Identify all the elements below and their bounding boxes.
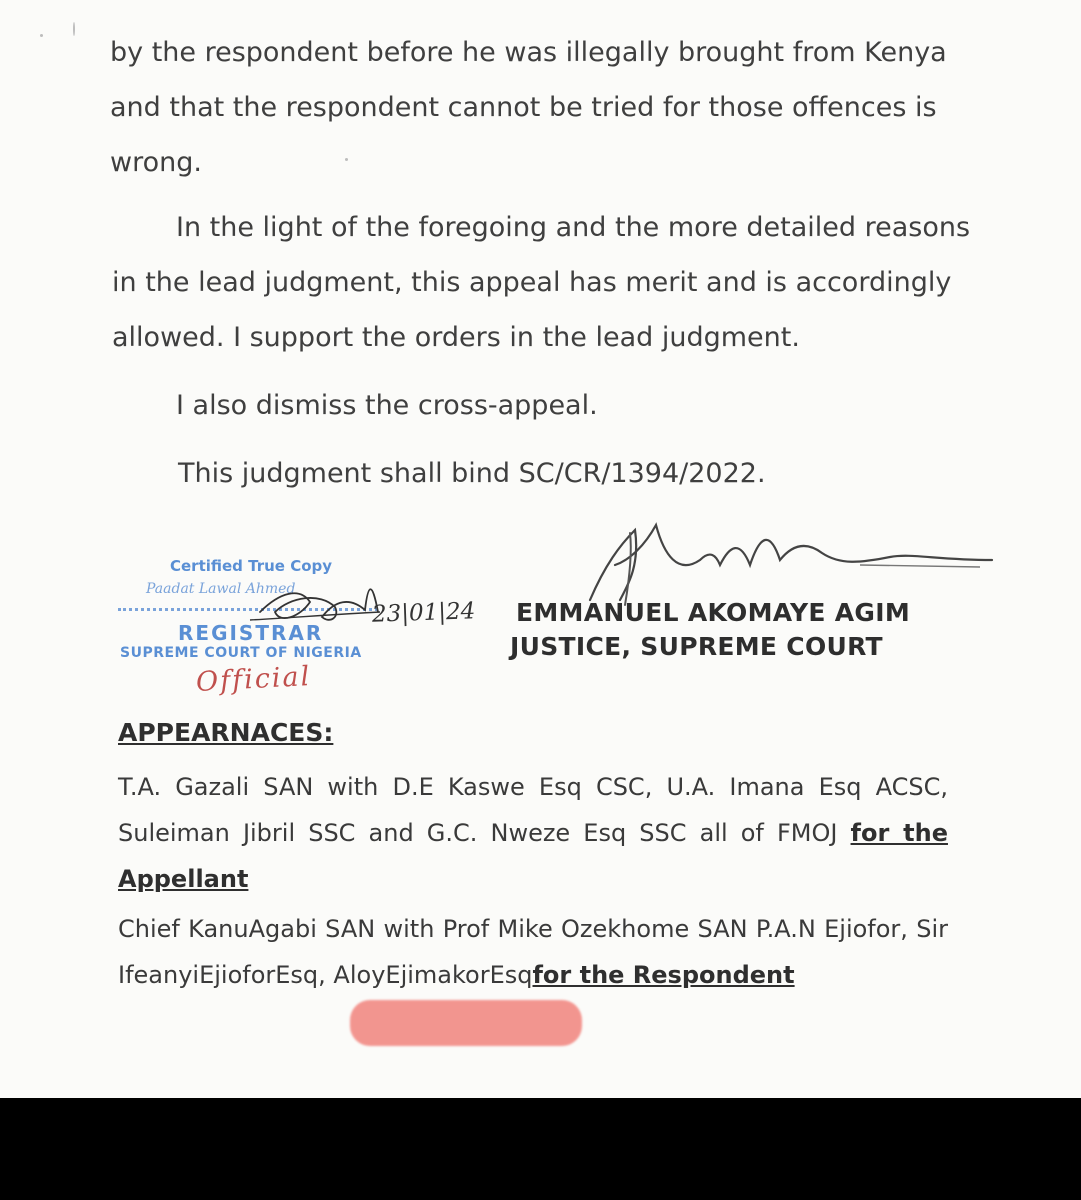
paragraph-1 bbox=[110, 25, 947, 190]
for-the-appellant-label: for the bbox=[850, 819, 948, 847]
paragraph-line: in the lead judgment, this appeal has merit and is accordingly bbox=[112, 267, 952, 298]
appearance-line bbox=[118, 952, 948, 998]
paragraph-line: allowed. I support the orders in the lead judgment. bbox=[112, 322, 800, 353]
appearances-heading: APPEARNACES: bbox=[118, 718, 334, 747]
appearance-line bbox=[118, 856, 948, 902]
appearances-respondent bbox=[118, 906, 948, 998]
paragraph-2 bbox=[112, 200, 971, 365]
stamp-certified: Certified True Copy bbox=[170, 557, 333, 575]
stamp-registrar: REGISTRAR bbox=[178, 621, 324, 645]
appearance-line-text: Suleiman Jibril SSC and G.C. Nweze Esq SSC all of FMOJ bbox=[118, 819, 838, 847]
stamp-registrar-name: Paadat Lawal Ahmed bbox=[146, 581, 296, 597]
for-the-respondent-label: for the Respondent bbox=[532, 961, 795, 989]
justice-name: EMMANUEL AKOMAYE AGIM bbox=[516, 598, 911, 627]
paragraph-line: and that the respondent cannot be tried for those offences is bbox=[110, 92, 937, 123]
appearance-line: T.A. Gazali SAN with D.E Kaswe Esq CSC, U.A. Imana Esq ACSC, bbox=[118, 773, 948, 801]
paragraph-line: wrong. bbox=[110, 147, 202, 178]
paragraph-line: by the respondent before he was illegally brought from Kenya bbox=[110, 37, 947, 68]
signature-date: 23|01|24 bbox=[371, 598, 476, 628]
justice-title: JUSTICE, SUPREME COURT bbox=[510, 632, 883, 661]
appearance-line: Chief KanuAgabi SAN with Prof Mike Ozekhome SAN P.A.N Ejiofor, Sir bbox=[118, 915, 948, 943]
paragraph-4: This judgment shall bind SC/CR/1394/2022. bbox=[178, 458, 766, 489]
appearance-line bbox=[118, 810, 948, 856]
stamp-court: SUPREME COURT OF NIGERIA bbox=[120, 645, 362, 661]
handwritten-official: Official bbox=[195, 661, 312, 698]
paragraph-3: I also dismiss the cross-appeal. bbox=[176, 390, 598, 421]
paragraph-line: In the light of the foregoing and the more detailed reasons bbox=[176, 212, 971, 243]
appearance-line-text: IfeanyiEjioforEsq, AloyEjimakorEsq bbox=[118, 961, 533, 989]
appellant-label: Appellant bbox=[118, 865, 249, 893]
paper-speck bbox=[40, 34, 43, 37]
appearances-appellant bbox=[118, 764, 948, 902]
paper-speck bbox=[73, 22, 75, 36]
redaction-mark bbox=[350, 1000, 582, 1046]
